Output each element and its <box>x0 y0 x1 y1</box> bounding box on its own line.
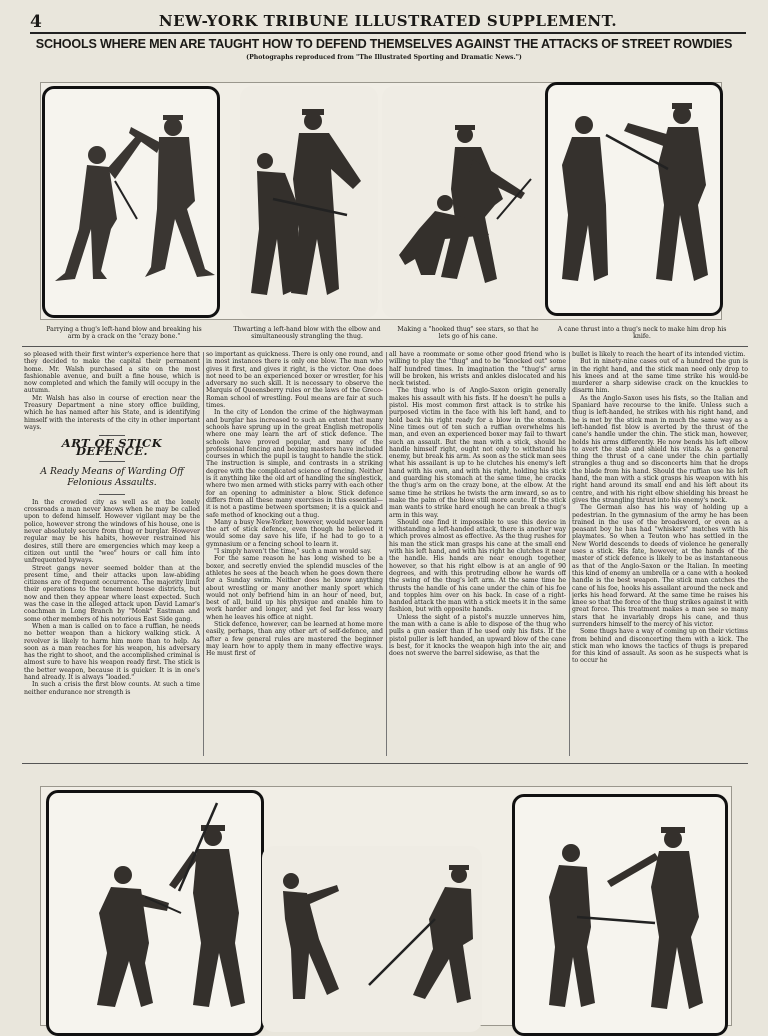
photo-caption-4: A cane thrust into a thug's neck to make him drop his knife. <box>557 326 727 341</box>
section-divider <box>99 461 125 462</box>
article-paragraph: The thug who is of Anglo-Saxon origin generally makes his assault with his fists. If he doesn't he pulls a pistol. His most common first attack is to strike his purposed victim in the face with his left hand, and to hold back his right ready for a blow in the stomach. Nine times out of ten such a ruffian overwhelms his man, and even an experienced boxer may fail to thwart such an assault. But the man with a stick, should he handle himself right, ought not only to withstand his enemy, but break his arm. As soon as the stick man sees what his assailant is up to he clutches his enemy's left hand with his own, and with his right, holding his stick and guarding his stomach at the same time, he cracks the thug's arm on the crazy bone, at the elbow. At the same time he strikes he twists the arm inward, so as to make the palm of the blow still more acute. If the stick man wants to strike hard enough he can break a thug's arm in this way. <box>389 387 566 519</box>
page-number: 4 <box>30 12 42 32</box>
article-paragraph: In the crowded city as well as at the lonely crossroads a man never knows when he may be called upon to defend himself. However vigilant may be the police, however strong the windows of his house, one is never absolutely secure from thug or burglar. However regular may be his habits, however restrained his desires, still there are emergencies which may keep a citizen out until the "wee" hours or call him into unfrequented byways. <box>24 498 200 565</box>
photo-elbow-strangle <box>240 86 378 318</box>
article-paragraph: The German also has his way of holding up a pedestrian. In the gymnasium of the army he has been trained in the use of the broadsword, or even as a peasant boy he has had "whiskers" matches with his playmates. So when a Teuton who has settled in the New World descends to deeds of violence he generally uses a stick. His fate, however, at the hands of the master of stick defence is likely to be as instantaneous as that of the Anglo-Saxon or the Italian. In meeting this kind of enemy an umbrella or a cane with a hooked handle is the best weapon. The stick man catches the cane of his foe, hooks his assailant around the neck and jerks his head forward. At the same time he raises his knee so that the force of the thug strikes against it with great force. This treatment makes a man see so many stars that he invariably drops his cane, and thus surrenders himself to the mercy of his victor. <box>572 504 748 628</box>
article-paragraph: bullet is likely to reach the heart of its intended victim. <box>572 351 746 358</box>
photo-hooked-thug <box>382 86 546 318</box>
photo-caption-3: Making a "hooked thug" see stars, so that he lets go of his cane. <box>397 326 539 341</box>
article-column-1 <box>24 351 200 757</box>
divider-below-text <box>22 763 748 764</box>
photo-low-stick-strike <box>262 846 482 1032</box>
photo-caption-1: Parrying a thug's left-hand blow and breaking his arm by a crack on the "crazy bone." <box>46 326 202 341</box>
article-paragraph: Street gangs never seemed bolder than at the present time, and their attacks upon law-abiding citizens are of frequent occurrence. The majority limit their operations to the tenement house districts, but now and then they appear where least expected. Such was the case in the alleged attack upon David Lamar's coachman in Long Branch by "Monk" Eastman and some other members of his notorious East Side gang. <box>24 564 200 623</box>
article-paragraph: Many a busy New-Yorker, however, would never learn the art of stick defence, even though he believed it would some day save his life, if he had to go to a gymnasium or a fencing school to learn it. <box>206 518 383 548</box>
article-paragraph: In the city of London the crime of the highwayman and burglar has increased to such an extent that many schools have sprung up in the great English metropolis where one may learn the art of stick defence. The schools have proved popular, and many of the professional fencing and boxing masters have included courses in which the pupil is taught to handle the stick. The instruction is simple, and contrasts in a striking degree with the complicated science of fencing. Neither is it anything like the old art of handling the singlestick, where two men armed with sticks parry with each other for an opening to administer a blow. Stick defence differs from all these many exercises in this essential—it is not a pastime between sportsmen; it is a quick and safe method of knocking out a thug. <box>206 409 383 519</box>
column-rule <box>569 352 570 756</box>
section-divider <box>99 494 125 495</box>
photo-cane-neck-knife <box>545 82 723 316</box>
article-paragraph: "I simply haven't the time," such a man would say. <box>214 548 372 556</box>
article-paragraph: Mr. Walsh has also in course of erection near the Treasury Department a nine story office building, which he has named after his State, and is identifying himself with the interests of the city in other important ways. <box>24 394 200 431</box>
column-rule <box>203 352 204 756</box>
section-subtitle: A Ready Means of Warding Off Felonious Assaults. <box>40 465 184 488</box>
article-paragraph: But in ninety-nine cases out of a hundred the gun is in the right hand, and the stick man need only drop to his knees and at the same time strike his would-be murderer a sharp sidewise crack on the knuckles to disarm him. <box>572 358 748 395</box>
page-header <box>30 12 746 34</box>
photo-overhead-stick-parry <box>46 790 264 1036</box>
article-paragraph: For the same reason he has long wished to be a boxer, and secretly envied the splendid muscles of the athletes he sees at the beach when he goes down there for a Sunday swim. Neither does he know anything about wrestling or many another manly sport which would not only befriend him in an hour of need, but, best of all, build up his physique and enable him to work harder and longer, and yet feel far less weary when he leaves his office at night. <box>206 555 383 621</box>
divider-above-text <box>22 346 748 347</box>
article-column-4 <box>572 351 748 757</box>
article-paragraph: so important as quickness. There is only one round, and in most instances there is only one blow. The man who gives it first, and gives it right, is the victor. One does not need to be an experienced boxer or wrestler, for his adversary no such skill. It is necessary to observe the Marquis of Queensberry rules or the laws of the Greco-Roman school of wrestling. Foul means are fair at such times. <box>206 351 383 410</box>
fighters-illustration <box>45 89 217 315</box>
article-paragraph: In such a crisis the first blow counts. At such a time neither endurance nor strength is <box>24 681 200 696</box>
photo-caption-2: Thwarting a left-hand blow with the elbow and simultaneously strangling the thug. <box>233 326 381 341</box>
fighters-illustration <box>548 85 720 313</box>
article-paragraph: all have a roommate or some other good friend who is willing to play the "thug" and to be "knocked out" some half hundred times. In imagination the "thug's" arms will be broken, his wrists and ankles dislocated and his neck twisted. <box>389 351 566 388</box>
photo-cane-defence <box>512 794 728 1036</box>
masthead: NEW-YORK TRIBUNE ILLUSTRATED SUPPLEMENT. <box>158 12 618 30</box>
article-column-2 <box>206 351 383 757</box>
article-paragraph: Should one find it impossible to use this device in withstanding a left-handed attack, there is another way which proves almost as effective. As the thug rushes for his man the stick man grasps his cane at the small end with his left hand, and with his right he clutches it near the handle. His hands are near enough together, however, so that his right elbow is at an angle of 90 degrees, and with this protruding elbow he wards off the swing of the thug's left arm. At the same time he thrusts the handle of his cane under the chin of his foe and topples him over on his back. In case of a right-handed attack the man with a stick meets it in the same fashion, but with opposite hands. <box>389 518 566 614</box>
fighters-illustration <box>243 89 375 315</box>
column-rule <box>386 352 387 756</box>
article-paragraph: When a man is called on to face a ruffian, he needs no better weapon than a hickory walking stick. A revolver is likely to harm him more than to help. As soon as a man reaches for his weapon, his adversary has the right to shoot, and the accomplished criminal is almost sure to have his weapon ready first. The stick is the better weapon, because it is quicker. It is in one's hand already. It is always "loaded." <box>24 622 200 681</box>
article-paragraph: Unless the sight of a pistol's muzzle unnerves him, the man with a cane is able to dispose of the thug who pulls a gun easier than if he used only his fists. If the pistol puller is left handed, an upward blow of the cane is best, for it knocks the weapon high into the air, and does not swerve the barrel sidewise, as that the <box>389 613 566 658</box>
photo-parry-crazy-bone <box>42 86 220 318</box>
fighters-illustration <box>515 797 725 1033</box>
article-paragraph: Some thugs have a way of coming up on their victims from behind and disconcerting them with a kick. The stick man who knows the tactics of thugs is prepared for this kind of assault. As soon as he suspects what is to occur he <box>572 628 748 665</box>
fighters-illustration <box>49 793 261 1033</box>
article-paragraph: Stick defence, however, can be learned at home more easily, perhaps, than any other art of self-defence, and after a few general rules are mastered the beginner may learn how to apply them in many effective ways. He must first of <box>206 620 383 658</box>
fighters-illustration <box>385 89 543 315</box>
headline: SCHOOLS WHERE MEN ARE TAUGHT HOW TO DEFEND THEMSELVES AGAINST THE ATTACKS OF STREET ROWDIES <box>35 37 733 51</box>
article-column-3 <box>389 351 566 757</box>
article-paragraph: so pleased with their first winter's experience here that they decided to make the capital their permanent home. Mr. Walsh purchased a site on the most fashionable avenue, and built a fine house, which is now completed and which the family will occupy in the autumn. <box>24 351 200 395</box>
fighters-illustration <box>265 849 479 1029</box>
article-paragraph: As the Anglo-Saxon uses his fists, so the Italian and Spaniard have recourse to the knife. Unless such a thug is left-handed, he strikes with his right hand, and he is met by the stick man in much the same way as a left-handed fist blow is averted by the thrust of the cane's handle under the chin. The stick man, however, holds his arms differently. He now bends his left elbow to avert the stab and shield his vitals. As a general thing the thrust of a cane under the chin partially strangles a thug and so disconcerts him that he drops the blade from his hand. Should the ruffian use his left hand, the man with a stick grasps his weapon with his right hand around its small end and his left about its centre, and with his right elbow shielding his breast he gives the strangling thrust into his enemy's neck. <box>572 394 748 504</box>
section-title: ART OF STICK DEFENCE. <box>61 436 163 458</box>
photo-credit: (Photographs reproduced from "The Illustrated Sporting and Dramatic News.") <box>246 54 522 61</box>
